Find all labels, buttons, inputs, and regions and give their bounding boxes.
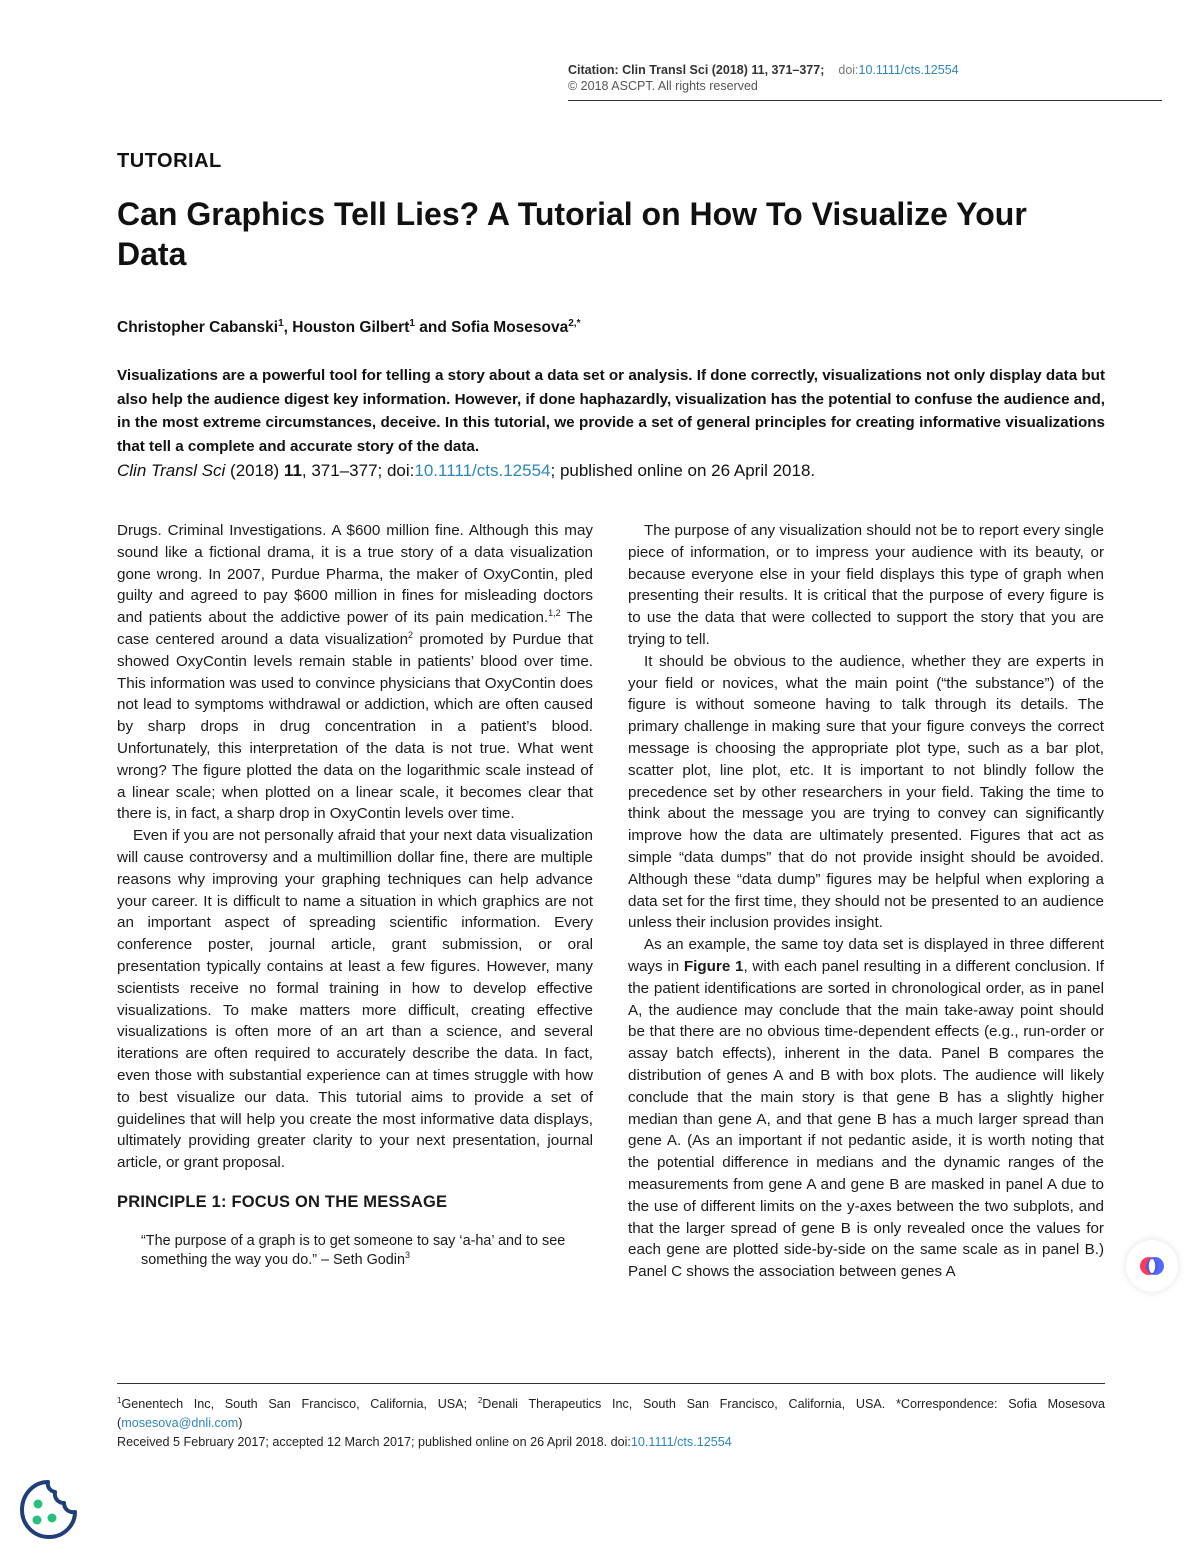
author-affiliation-mark: 1 [278,318,284,329]
affiliation-text: Denali Therapeutics Inc, South San Francisco, California, USA. *Correspondence: Sofia Mosesova ( [117,1397,1105,1431]
body-paragraph: Even if you are not personally afraid that your next data visualization will cause controversy and a multimillion dollar fine, there are multiple reasons why improving your graphing techniques can help advance your career. It is difficult to name a situation in which graphics are not an important aspect of spreading scientific information. Every conference poster, journal article, grant submission, or oral presentation typically contains at least a few figures. However, many scientists receive no formal training in how to develop effective visualizations. To make matters more difficult, creating effective visualizations is often more of an art than a science, and several iterations are often required to accurately describe the data. In fact, even those with substantial experience can at times struggle with how to best visualize our data. This tutorial aims to provide a set of guidelines that will help you create the most informative data displays, ultimately providing greater clarity to your next presentation, journal article, or grant proposal. [117,827,593,1172]
citation-year: (2018) [225,461,284,480]
author-affiliation-mark: 2,* [568,318,581,329]
author-name: Christopher Cabanski [117,319,279,337]
epigraph-quote [141,1232,593,1270]
affiliation-mark: 1 [117,1396,122,1405]
received-text: Received 5 February 2017; accepted 12 March 2017; published online on 26 April 2018. doi: [117,1435,631,1450]
author-list [117,318,1107,337]
author-separator: , [283,319,293,337]
footer-divider [117,1383,1105,1384]
body-paragraph [628,934,1104,1283]
footer-doi-link[interactable]: 10.1111/cts.12554 [630,1435,732,1450]
journal-name: Clin Transl Sci [117,461,226,480]
section-heading: PRINCIPLE 1: FOCUS ON THE MESSAGE [117,1192,448,1211]
reference-mark[interactable]: 1,2 [548,608,561,619]
text-run: , with each panel resulting in a different conclusion. If the patient identifications are sorted in chronological order, as in panel A, the audience may conclude that the main take-away point should be that there are no obvious time-dependent effects (e.g., run-order or assay batch effects), inherent in the data. Panel B compares the distribution of genes A and B with box plots. The audience will likely conclude that the main story is that gene B has a slightly higher median than gene A, and that gene B has a much larger spread than gene A. (As an important if not pedantic aside, it is worth noting that the potential difference in medians and the dynamic ranges of the measurements from gene A and gene B are masked in panel A due to the use of different limits on the y-axes between the two subplots, and that the larger spread of gene B is only revealed once the values for each gene are plotted side-by-side on the same scale as in panel B.) Panel C shows the association between genes A [628,957,1104,1281]
citation-doi-link[interactable]: 10.1111/cts.12554 [414,461,551,480]
abstract: Visualizations are a powerful tool for telling a story about a data set or analysis. If done correctly, visualizations not only display data but also help the audience digest key information. However, if done haphazardly, visualization has the potential to confuse the audience and, in the most extreme circumstances, deceive. In this tutorial, we provide a set of general principles for creating informative visualizations that tell a complete and accurate story of the data. [117,367,1105,455]
citation-published: ; published online on 26 April 2018. [550,461,816,480]
floating-assistant-button[interactable] [1126,1240,1178,1292]
left-column [117,520,593,1270]
received-dates [117,1433,1105,1452]
text-run: The case centered around a data visualization [117,609,593,648]
cookie-icon [16,1478,80,1542]
affiliation-mark: 2 [477,1396,483,1405]
header-divider [568,100,1162,101]
correspondence-email-link[interactable]: mosesova@dnli.com [121,1416,239,1431]
reference-mark[interactable]: 3 [405,1249,411,1260]
text-run: Drugs. Criminal Investigations. A $600 million fine. Although this may sound like a fictional drama, it is a true story of a data visualization gone wrong. In 2007, Purdue Pharma, the maker of OxyContin, pled guilty and agreed to pay $600 million in fines for misleading doctors and patients about the addictive power of its pain medication. [117,522,593,627]
assistant-logo-icon [1137,1251,1167,1281]
text-run: promoted by Purdue that showed OxyContin levels remain stable in patients’ blood over time. This information was used to convince physicians that OxyContin does not lead to symptoms withdrawal or addiction, which are often caused by sharp drops in drug concentration in a patient’s blood. Unfortunately, this interpretation of the data is not true. What went wrong? The figure plotted the data on the logarithmic scale instead of a linear scale; when plotted on a linear scale, it becomes clear that there is, in fact, a sharp drop in OxyContin levels over time. [117,630,594,823]
citation-volume: 11 [283,461,302,480]
affiliation-text: Genentech Inc, South San Francisco, California, USA; [121,1397,478,1412]
quote-text: “The purpose of a graph is to get someone to say ‘a-ha’ and to see something the way you do.” – Seth Godin [141,1232,566,1268]
text-run: As an example, the same toy data set is displayed in three different ways in [628,936,1104,975]
affiliations [117,1391,1105,1433]
citation-line [117,459,1105,483]
citation-label: Citation: Clin Transl Sci (2018) 11, 371–377; [568,63,825,77]
author-separator: and [414,319,452,337]
header-doi-link[interactable]: 10.1111/cts.12554 [858,63,959,77]
author-name: Houston Gilbert [292,319,410,337]
copyright-notice: © 2018 ASCPT. All rights reserved [568,79,758,93]
header-doi-prefix: doi: [838,63,859,77]
footnotes [117,1391,1105,1452]
citation-header [568,62,1162,94]
author-affiliation-mark: 1 [409,318,415,329]
article-type-label: TUTORIAL [117,150,222,172]
author-name: Sofia Mosesova [451,319,569,337]
body-paragraph [117,520,593,825]
body-paragraph: It should be obvious to the audience, whether they are experts in your field or novices, what the main point (“the substance”) of the figure is without someone having to talk through its details. The primary challenge in making sure that your figure conveys the correct message is choosing the appropriate plot type, such as a bar plot, scatter plot, line plot, etc. It is important to not blindly follow the precedence set by other researchers in your field. Taking the time to think about the message you are trying to convey can significantly improve how the data are ultimately presented. Figures that act as simple “data dumps” that do not provide insight should be avoided. Although these “data dump” figures may be helpful when exploring a data set for the first time, they should not be presented to an audience unless their inclusion provides insight. [628,652,1104,932]
cookie-settings-button[interactable] [14,1476,82,1544]
right-column [628,520,1104,1283]
figure-reference[interactable]: Figure 1 [683,957,744,975]
reference-mark[interactable]: 2 [408,629,414,640]
article-title: Can Graphics Tell Lies? A Tutorial on How To Visualize Your Data [117,196,1027,272]
citation-pages: , 371–377; doi: [301,461,415,480]
body-paragraph: The purpose of any visualization should not be to report every single piece of information, or to impress your audience with its beauty, or because everyone else in your field displays this type of graph when presenting their results. It is critical that the purpose of every figure is to use the data that were collected to support the story that you are trying to tell. [628,522,1104,648]
affiliation-text: ) [238,1416,243,1431]
